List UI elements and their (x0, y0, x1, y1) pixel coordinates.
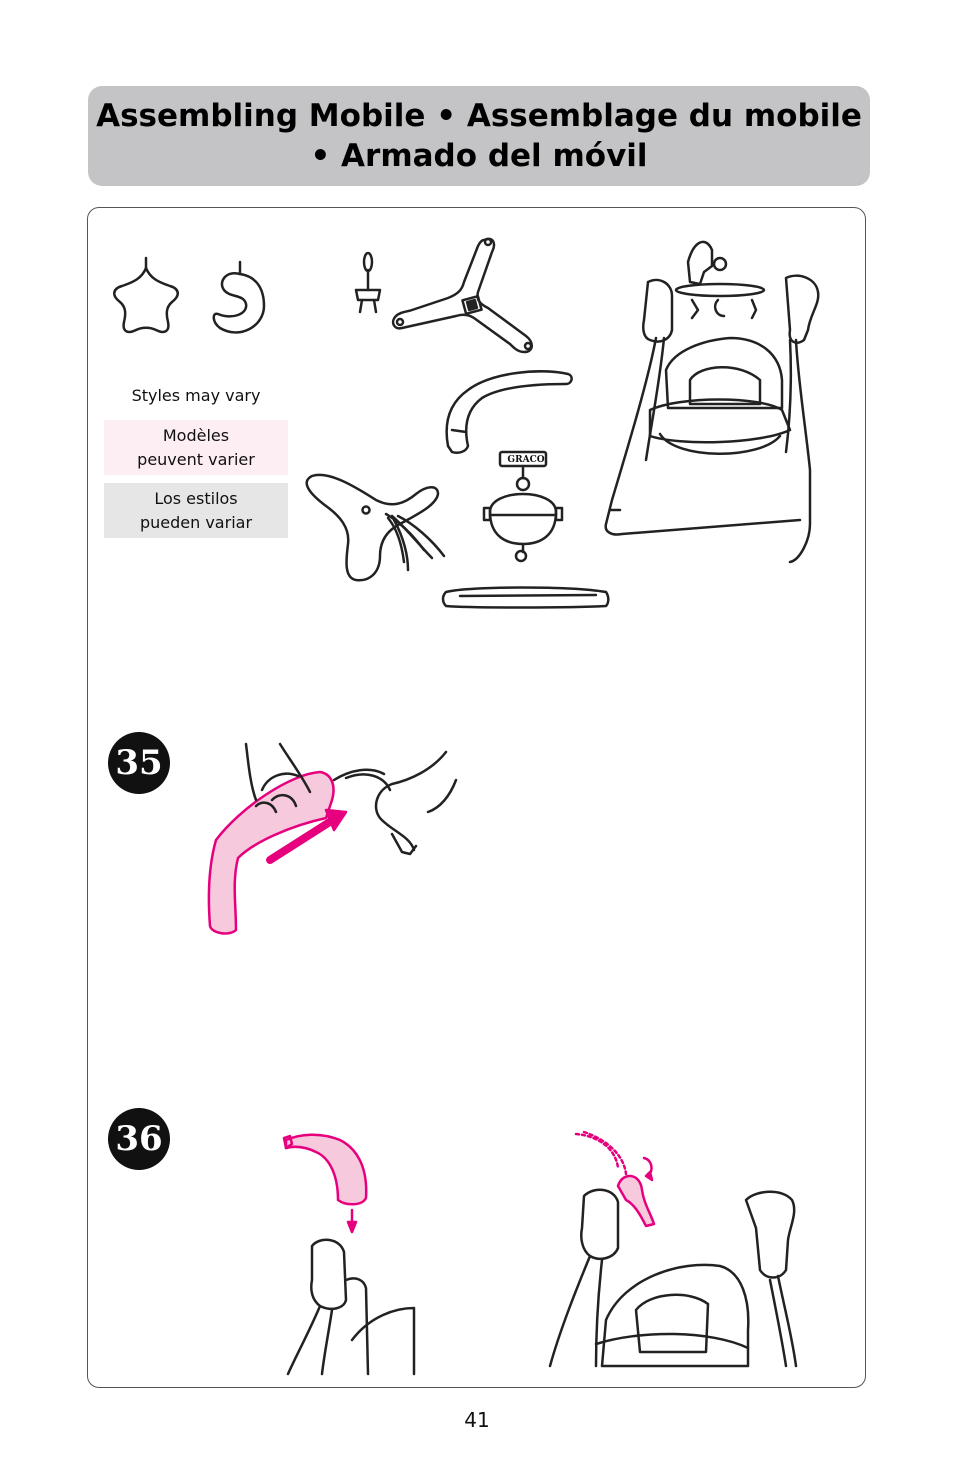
clip-icon (356, 253, 380, 312)
style-note-fr (104, 420, 288, 475)
star-toy-icon (114, 258, 178, 332)
motor-icon (484, 452, 562, 561)
step-35-illustration (209, 744, 456, 933)
mobile-arm-icon (393, 239, 532, 352)
step-36-badge: 36 (108, 1108, 170, 1170)
style-note-fr-line1: Modèles (162, 425, 230, 445)
title-line-1: Assembling Mobile • Assemblage du mobile (96, 98, 862, 134)
title-line-2: • Armado del móvil (310, 138, 648, 174)
step-36-left-illustration (284, 1135, 414, 1374)
motor-brand-label: GRACO (507, 455, 545, 465)
style-note-es (104, 483, 288, 538)
style-note-es-line1: Los estilos (154, 488, 238, 508)
style-note-fr-line2: peuvent varier (137, 449, 255, 469)
style-note-es-line2: pueden variar (139, 512, 253, 532)
step-36-right-illustration (550, 1132, 796, 1366)
fabric-tube-icon (443, 588, 608, 608)
page-number: 41 (464, 1408, 490, 1432)
swing-icon (606, 242, 819, 562)
style-notes (104, 384, 288, 538)
moon-toy-icon (214, 262, 264, 332)
step-35-badge: 35 (108, 732, 170, 794)
style-note-en: Styles may vary (131, 386, 261, 405)
arm-cover-icon (447, 371, 572, 452)
canopy-icon (307, 475, 444, 580)
